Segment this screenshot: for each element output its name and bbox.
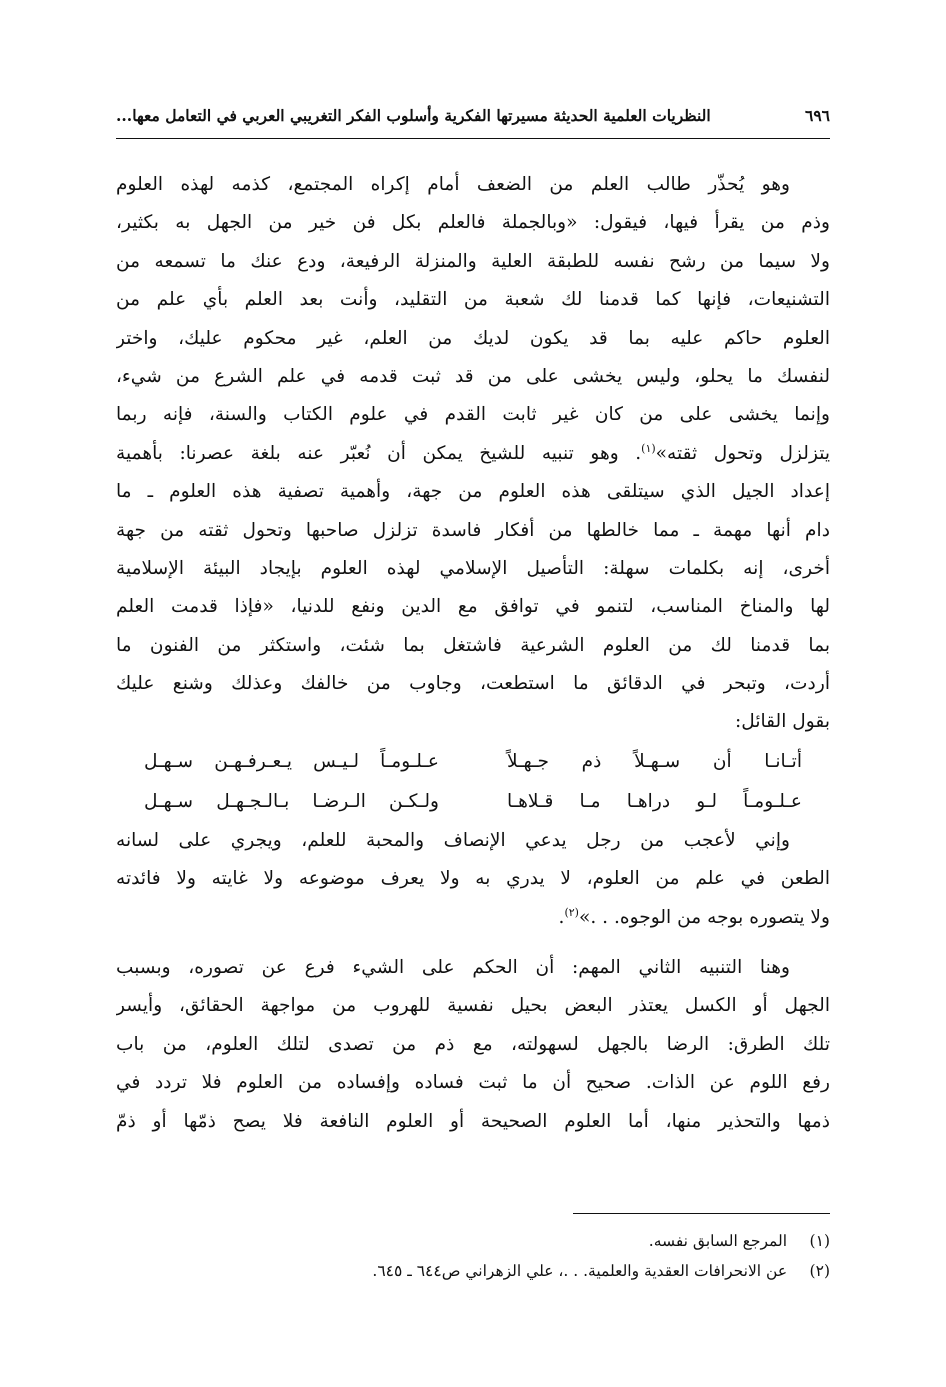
- text-line: وهو يُحذّر طالب العلم من الضعف أمام إكراه المجتمع، كذمه لهذه العلوم: [116, 174, 790, 195]
- text-line: التشنيعات، فإنها كما قدمنا لك شعبة من التقليد، وأنت بعد العلم بأي علم من: [116, 289, 830, 311]
- text-line: ذمها والتحذير منها، أما العلوم الصحيحة أو العلوم النافعة فلا يصح ذمّها أو ذمّ: [116, 1110, 830, 1132]
- footnote-number: (٢): [809, 1262, 830, 1280]
- text-line: [116, 435, 830, 473]
- footnote-number: (١): [809, 1232, 830, 1250]
- poem-verse: [116, 782, 830, 822]
- footnote-text: المرجع السابق نفسه.: [648, 1232, 788, 1250]
- footnote-divider: [573, 1213, 830, 1214]
- text-segment: يتزلزل وتحول ثقته»: [655, 442, 830, 464]
- text-line: الجهل أو الكسل يعتذر البعض بحيل نفسية للهروب من مواجهة الحقائق، وأيسر: [116, 995, 830, 1017]
- verse-first-hemistich: عـلـومـاً لـو دراهـا مـا قـلاهـا: [507, 790, 802, 812]
- text-line: وإنما يخشى على من كان غير ثابت القدم في علوم الكتاب والسنة، فإنه ربما: [116, 404, 830, 426]
- verse-second-hemistich: ولـكـن الـرضـا بـالـجـهـل سـهـل: [144, 790, 439, 812]
- text-line: دام أنها مهمة ـ مما خالطها من أفكار فاسدة تزلزل صاحبها وتحول ثقته من جهة: [116, 519, 830, 541]
- poem-verse: [116, 742, 830, 782]
- text-line: بما قدمنا لك من العلوم الشرعية فاشتغل بما شئت، واستكثر من الفنون ما: [116, 634, 830, 656]
- text-line: تلك الطرق: الرضا بالجهل لسهولته، مع ذم من تصدى لتلك العلوم، من باب: [116, 1033, 830, 1055]
- footnote-ref-1[interactable]: (١): [641, 441, 656, 455]
- verse-first-hemistich: أتـانـا أن سـهـلاً ذم جـهـلاً: [507, 750, 802, 772]
- page-header: [116, 98, 830, 132]
- footnote-1: [116, 1226, 830, 1256]
- footnote-text: عن الانحرافات العقدية والعلمية. . .، علي الزهراني ص٦٤٤ ـ ٦٤٥.: [372, 1262, 788, 1280]
- text-line: بقول القائل:: [734, 711, 830, 733]
- running-title: النظريات العلمية الحديثة مسيرتها الفكرية وأسلوب الفكر التغريبي العربي في التعامل معها...: [116, 105, 711, 125]
- text-line: العلوم حاكم عليه بما قد يكون لديك من العلم، غير محكوم عليك، واختر: [116, 327, 830, 349]
- footnote-2: [116, 1256, 830, 1286]
- text-line: وإني لأعجب من رجل يدعي الإنصاف والمحبة للعلم، ويجري على لسانه: [116, 829, 790, 851]
- header-divider: [116, 138, 830, 139]
- text-line: إعداد الجيل الذي سيتلقى هذه العلوم من جهة، وأهمية تصفية هذه العلوم ـ ما: [116, 481, 830, 503]
- text-line: وذم من يقرأ فيها، فيقول: «وبالجملة فالعلم بكل فن خير من الجهل به بكثير،: [116, 212, 830, 234]
- paragraph-gap: [116, 937, 830, 949]
- page-number: ٦٩٦: [805, 105, 830, 125]
- text-line: رفع اللوم عن الذات. صحيح أن ما ثبت فساده وإفساده من العلوم فلا تردد في: [116, 1072, 830, 1094]
- text-line: الطعن في علم من العلوم، لا يدري به ولا يعرف موضوعه ولا غايته ولا فائدته: [116, 868, 830, 890]
- text-line: [116, 899, 830, 937]
- text-line: أخرى، إنه بكلمات سهلة: التأصيل الإسلامي لهذه العلوم بإيجاد البيئة الإسلامية: [116, 557, 830, 579]
- text-segment: .: [558, 906, 565, 928]
- text-line: وهنا التنبيه الثاني المهم: أن الحكم على الشيء فرع عن تصوره، وبسبب: [116, 957, 790, 979]
- text-segment: ولا يتصوره بوجه من الوجوه. . .»: [578, 906, 830, 928]
- verse-second-hemistich: عـلـومـاً لـيـس يـعـرفـهـن سـهـل: [144, 750, 439, 772]
- footnotes: [116, 1226, 830, 1286]
- text-line: ولا سيما من رشح نفسه للطبقة العلية والمنزلة الرفيعة، ودع عنك ما تسمعه من: [116, 250, 830, 272]
- main-text: [116, 166, 830, 1141]
- text-line: أردت، وتبحر في الدقائق ما استطعت، وجاوب من خالفك وعذلك وشنع عليك: [116, 673, 830, 695]
- text-line: لنفسك ما يحلو، وليس يخشى على من قد ثبت قدمه في علم الشرع من شيء،: [116, 365, 830, 387]
- text-line: لها والمناخ المناسب، لتنمو في توافق مع الدين ونفع للدنيا، «فإذا قدمت العلم: [116, 596, 830, 618]
- text-segment: . وهو تنبيه للشيخ يمكن أن نُعبّر عنه بلغة عصرنا: بأهمية: [116, 442, 642, 464]
- footnote-ref-2[interactable]: (٢): [564, 905, 579, 919]
